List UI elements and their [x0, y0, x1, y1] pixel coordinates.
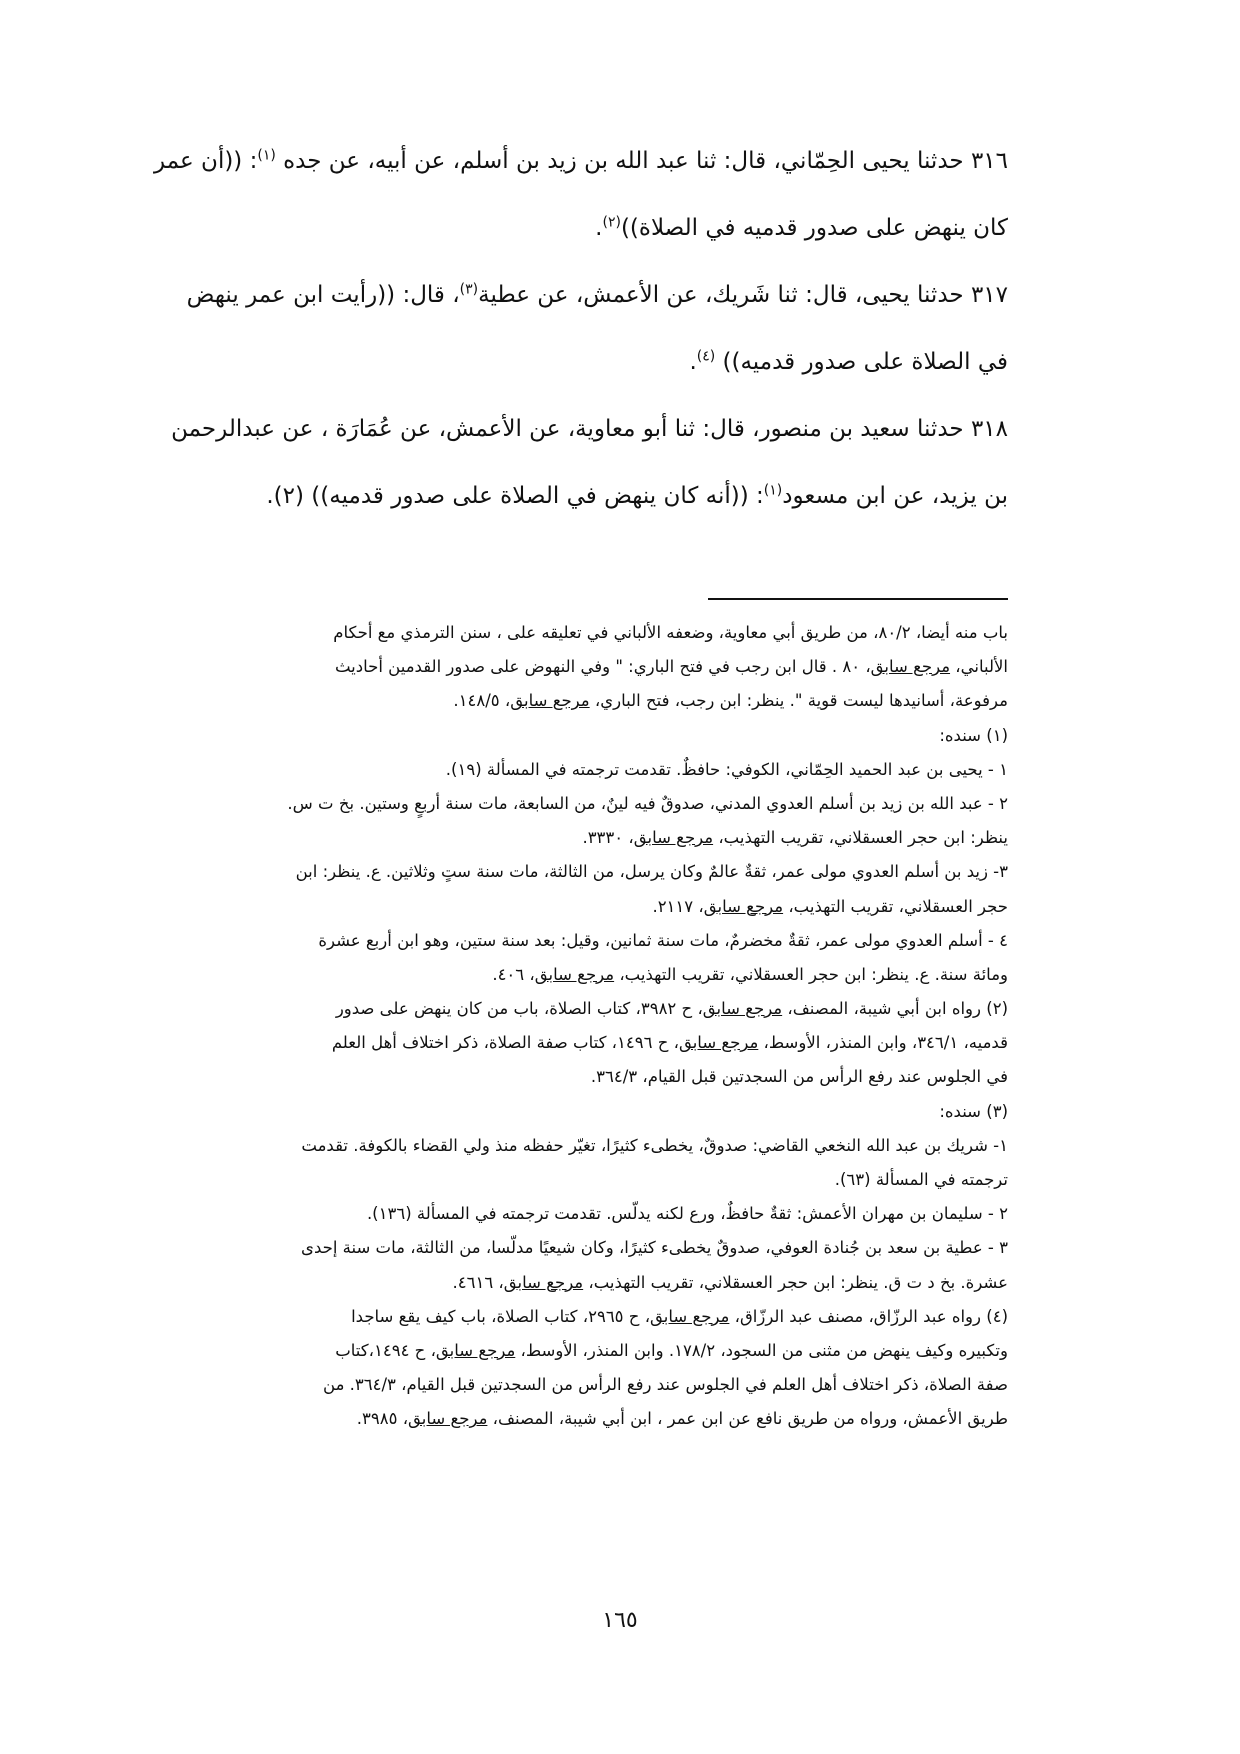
text-run: ، ح ٢٩٦٥، كتاب الصلاة، باب كيف يقع ساجدا [351, 1306, 651, 1326]
text-run: ٣١٨ حدثنا سعيد بن منصور، قال: ثنا أبو معاوية، عن الأعمش، عن عُمَارَة ، عن عبدالرحمن [171, 416, 1008, 442]
footnote-ref[interactable]: (١) [257, 147, 276, 164]
text-run: ، ح ١٤٩٤،كتاب [335, 1340, 436, 1360]
text-run: ترجمته في المسألة (٦٣). [834, 1170, 1008, 1189]
main-line [148, 396, 1008, 463]
text-run: الألباني، [950, 657, 1008, 677]
main-line [148, 329, 1008, 396]
text-run: : ((أن عمر [154, 148, 258, 174]
reference-link[interactable]: مرجع سابق [503, 1272, 584, 1292]
footnote-line [148, 1266, 1008, 1300]
text-run: ، ٣٩٨٥. [356, 1409, 409, 1429]
text-run: حجر العسقلاني، تقريب التهذيب، [783, 896, 1008, 916]
reference-link[interactable]: مرجع سابق [633, 828, 714, 848]
footnote-ref[interactable]: (٢) [602, 214, 621, 231]
text-run: (٢) رواه ابن أبي شيبة، المصنف، [782, 999, 1008, 1019]
footnote-line [148, 684, 1008, 718]
text-run: ، ٤٦١٦. [452, 1272, 504, 1292]
footnote-line [148, 1163, 1008, 1197]
text-run: ، ح ١٤٩٦، كتاب صفة الصلاة، ذكر اختلاف أهل العلم [331, 1033, 679, 1053]
footnote-line [148, 1095, 1008, 1129]
reference-link[interactable]: مرجع سابق [703, 896, 784, 916]
reference-link[interactable]: مرجع سابق [435, 1340, 516, 1360]
reference-link[interactable]: مرجع سابق [408, 1409, 488, 1429]
text-run: (٣) سنده: [939, 1101, 1008, 1121]
footnote-separator [708, 598, 1008, 600]
footnote-line [148, 890, 1008, 924]
text-run: ٤ - أسلم العدوي مولى عمر، ثقةٌ مخضرمٌ، مات سنة ثمانين، وقيل: بعد سنة ستين، وهو ابن أربع عشرة [318, 930, 1008, 950]
footnote-line [148, 1300, 1008, 1334]
text-run: ٣١٦ حدثنا يحيى الحِمّاني، قال: ثنا عبد الله بن زيد بن أسلم، عن أبيه، عن جده [275, 148, 1008, 174]
text-run: ، ٤٠٦. [492, 964, 535, 984]
text-run: ، ٣٣٣٠. [582, 828, 634, 848]
reference-link[interactable]: مرجع سابق [678, 1033, 759, 1053]
text-run: ٣١٧ حدثنا يحيى، قال: ثنا شَريك، عن الأعمش، عن عطية [478, 282, 1008, 308]
footnote-line [148, 1026, 1008, 1060]
footnote-line [148, 1368, 1008, 1402]
reference-link[interactable]: مرجع سابق [870, 657, 951, 677]
text-run: في الجلوس عند رفع الرأس من السجدتين قبل القيام، ٣٦٤/٣. [590, 1067, 1008, 1087]
footnote-line [148, 992, 1008, 1026]
page-number: ١٦٥ [602, 1608, 638, 1633]
reference-link[interactable]: مرجع سابق [534, 964, 615, 984]
text-run: ومائة سنة. ع. ينظر: ابن حجر العسقلاني، تقريب التهذيب، [614, 964, 1008, 984]
text-run: ينظر: ابن حجر العسقلاني، تقريب التهذيب، [713, 828, 1008, 848]
text-run: ٢ - عبد الله بن زيد بن أسلم العدوي المدني، صدوقٌ فيه لينٌ، من السابعة، مات سنة أربعٍ وستين. بخ ت س. [287, 793, 1008, 813]
footnote-line [148, 650, 1008, 684]
footnote-line [148, 1060, 1008, 1094]
text-run: ، ٨٠ . قال ابن رجب في فتح الباري: " وفي النهوض على صدور القدمين أحاديث [334, 657, 871, 677]
footnote-line [148, 1334, 1008, 1368]
reference-link[interactable]: مرجع سابق [702, 999, 783, 1019]
main-line [148, 128, 1008, 195]
text-run: ، قال: ((رأيت ابن عمر ينهض [186, 282, 460, 308]
text-run: ١ - يحيى بن عبد الحميد الحِمّاني، الكوفي: حافظٌ. تقدمت ترجمته في المسألة (١٩). [445, 759, 1008, 779]
footnote-line [148, 1402, 1008, 1436]
footnote-line [148, 1129, 1008, 1163]
footnote-line [148, 958, 1008, 992]
text-run: ٣ - عطية بن سعد بن جُنادة العوفي، صدوقٌ يخطىء كثيرًا، وكان شيعيًا مدلّسا، من الثالثة، مات سنة إحدى [301, 1238, 1008, 1258]
footnote-line [148, 1197, 1008, 1231]
text-run: طريق الأعمش، ورواه من طريق نافع عن ابن عمر ، ابن أبي شيبة، المصنف، [487, 1409, 1008, 1429]
text-run: ، ٢١١٧. [652, 896, 704, 916]
footnote-line [148, 787, 1008, 821]
text-run: ٣- زيد بن أسلم العدوي مولى عمر، ثقةٌ عالمٌ وكان يرسل، من الثالثة، مات سنة ستٍ وثلاثين. ع. ينظر: ابن [295, 862, 1008, 882]
reference-link[interactable]: مرجع سابق [650, 1306, 730, 1326]
main-text [148, 128, 1008, 530]
text-run: ١- شريك بن عبد الله النخعي القاضي: صدوقٌ، يخطىء كثيرًا، تغيّر حفظه منذ ولي القضاء بالكوفة. تقدمت [301, 1135, 1008, 1155]
text-run: صفة الصلاة، ذكر اختلاف أهل العلم في الجلوس عند رفع الرأس من السجدتين قبل القيام، ٣٦٤/٣. من [323, 1375, 1008, 1395]
text-run: عشرة. بخ د ت ق. ينظر: ابن حجر العسقلاني، تقريب التهذيب، [583, 1272, 1008, 1292]
footnote-ref[interactable]: (٤) [696, 348, 716, 365]
text-run: : ((أنه كان ينهض في الصلاة على صدور قدميه)) (٢). [266, 483, 764, 509]
footnote-line [148, 719, 1008, 753]
footnote-line [148, 753, 1008, 787]
text-run: قدميه، ٣٤٦/١، وابن المنذر، الأوسط، [758, 1033, 1008, 1053]
footnote-line [148, 616, 1008, 650]
text-run: باب منه أيضا، ٨٠/٢، من طريق أبي معاوية، وضعفه الألباني في تعليقه على ، سنن الترمذي مع أحكام [333, 623, 1008, 642]
text-run: مرفوعة، أسانيدها ليست قوية ". ينظر: ابن رجب، فتح الباري، [589, 691, 1008, 711]
footnote-line [148, 855, 1008, 889]
text-run: (١) سنده: [939, 725, 1008, 745]
text-run: بن يزيد، عن ابن مسعود [782, 483, 1008, 509]
text-run: . [595, 215, 603, 241]
main-line [148, 262, 1008, 329]
footnote-line [148, 1231, 1008, 1265]
text-run: ، ح ٣٩٨٢، كتاب الصلاة، باب من كان ينهض على صدور [335, 999, 703, 1019]
reference-link[interactable]: مرجع سابق [510, 691, 590, 711]
text-run: وتكبيره وكيف ينهض من مثنى من السجود، ١٧٨/٢. وابن المنذر، الأوسط، [515, 1340, 1008, 1360]
text-run: كان ينهض على صدور قدميه في الصلاة)) [620, 215, 1008, 241]
text-run: . [689, 349, 697, 375]
text-run: ٢ - سليمان بن مهران الأعمش: ثقةٌ حافظٌ، ورع لكنه يدلّس. تقدمت ترجمته في المسألة (١٣٦). [366, 1204, 1008, 1224]
text-run: في الصلاة على صدور قدميه)) [715, 349, 1008, 375]
footnote-ref[interactable]: (٣) [459, 281, 479, 298]
footnote-ref[interactable]: (١) [763, 482, 783, 499]
text-run: (٤) رواه عبد الرزّاق، مصنف عبد الرزّاق، [729, 1306, 1008, 1326]
text-run: ، ١٤٨/٥. [453, 691, 511, 711]
main-line [148, 463, 1008, 530]
footnotes [148, 616, 1008, 1437]
footnote-line [148, 821, 1008, 855]
main-line [148, 195, 1008, 262]
footnote-line [148, 924, 1008, 958]
